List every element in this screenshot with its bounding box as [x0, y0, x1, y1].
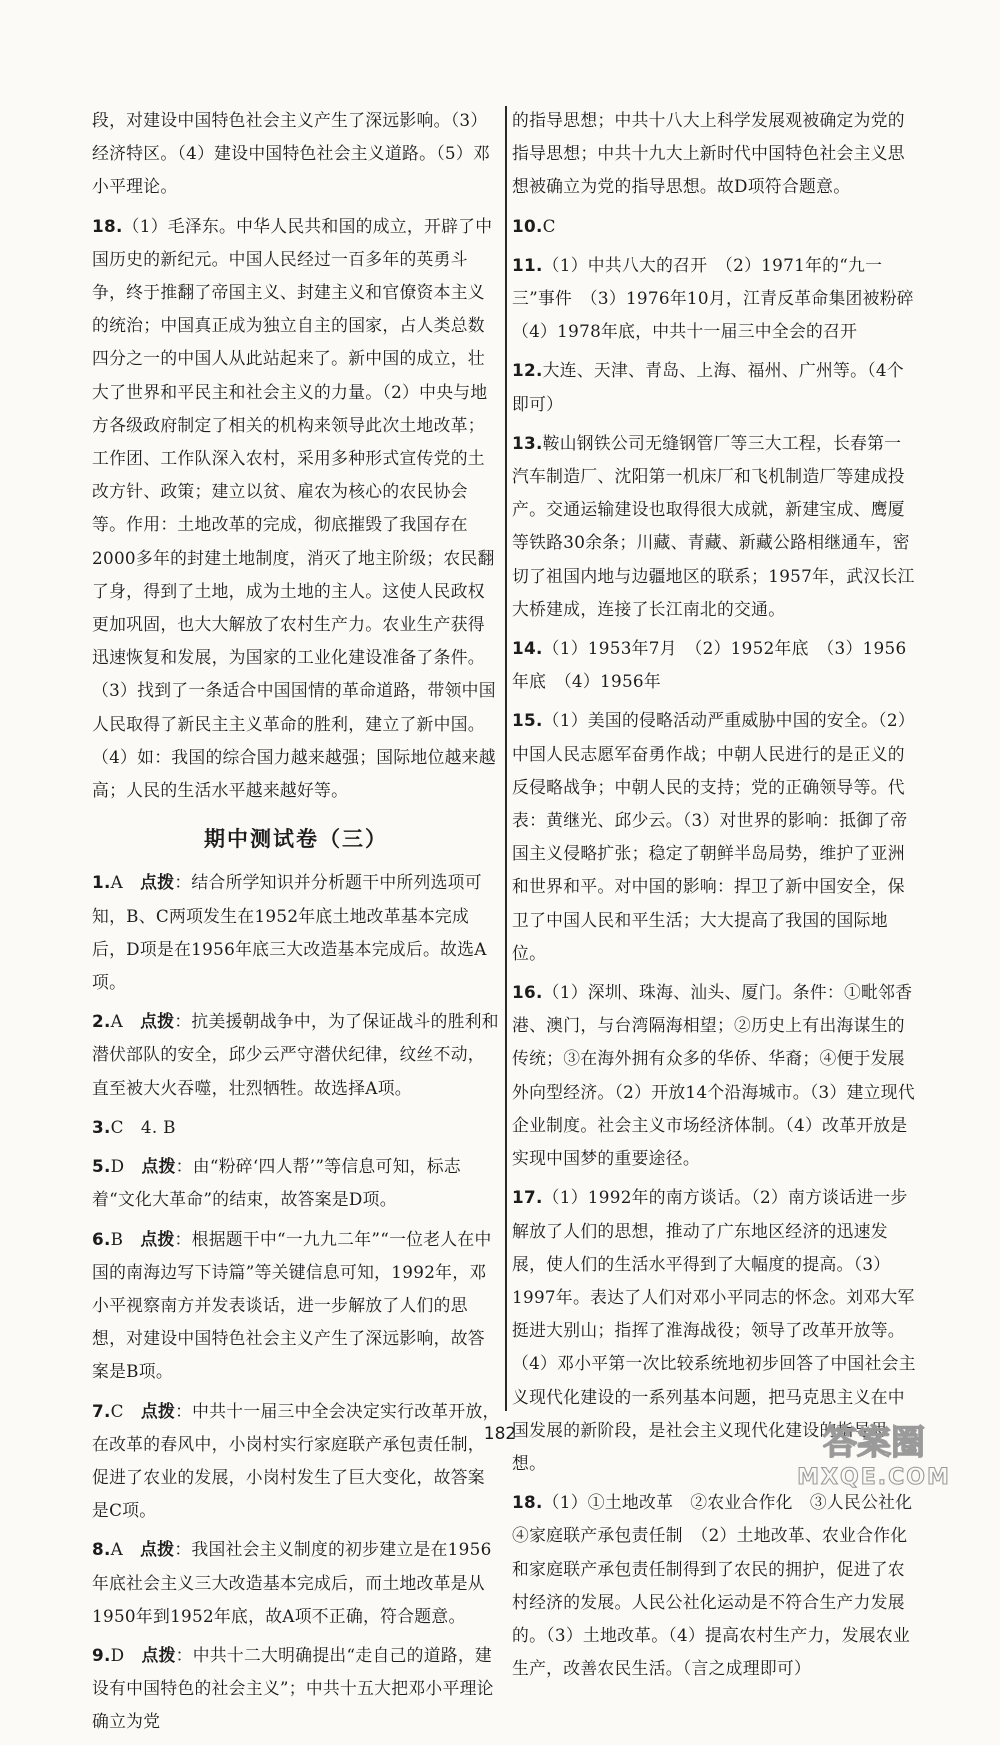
item-number: 12. [512, 360, 543, 381]
left-column [92, 104, 500, 1745]
item-number: 18. [512, 1492, 543, 1513]
watermark-line1: 答案圈 [823, 1423, 925, 1463]
answer-item-18 [512, 1486, 930, 1685]
item-number: 13. [512, 432, 543, 453]
answer-choice: A [110, 1539, 141, 1560]
answer-item-1 [92, 866, 500, 999]
item-number: 2. [92, 1011, 111, 1032]
answer-item-7 [92, 1395, 500, 1528]
tip-text: ：中共十一届三中全会决定实行改革开放，在改革的春风中，小岗村实行家庭联产承包责任制，促进了农业的发展，小岗村发生了巨大变化，故答案是C项。 [92, 1400, 500, 1521]
answer-text: （1）中共八大的召开 （2）1971年的“九一三”事件 （3）1976年10月，江青反革命集团被粉碎 （4）1978年底，中共十一届三中全会的召开 [512, 254, 931, 342]
answer-text: （1）美国的侵略活动严重威胁中国的安全。（2）中国人民志愿军奋勇作战；中朝人民进行的是正义的反侵略战争；中朝人民的支持；党的正确领导等。代表：黄继光、邱少云。（3）对世界的影响：抵御了帝国主义侵略扩张；稳定了朝鲜半岛局势，维护了亚洲和世界和平。对中国的影响：捍卫了新中国安全，保卫了中国人民和平生活；大大提高了我国的国际地位。 [512, 710, 915, 963]
tip-text: ：中共十二大明确提出“走自己的道路，建设有中国特色的社会主义”；中共十五大把邓小平理论确立为党 [92, 1644, 494, 1732]
answer-text: （1）1953年7月 （2）1952年底 （3）1956年底 （4）1956年 [512, 638, 907, 692]
answer-text: （1）1992年的南方谈话。（2）南方谈话进一步解放了人们的思想，推动了广东地区经济的迅速发展，使人们的生活水平得到了大幅度的提高。（3）1997年。表达了人们对邓小平同志的怀念。刘邓大军挺进大别山；指挥了淮海战役；领导了改革开放等。（4）邓小平第一次比较系统地初步回答了中国社会主义现代化建设的一系列基本问题，把马克思主义在中国发展的新阶段，是社会主义现代化建设的指导思想。 [512, 1187, 916, 1473]
tip-label: 点拨 [141, 1156, 176, 1177]
answer-item-14 [512, 632, 916, 698]
answer-item-2 [92, 1005, 500, 1105]
answer-item-10 [512, 210, 916, 243]
answer-choice: C [110, 1400, 141, 1421]
answer-choice: D [110, 1156, 142, 1177]
answer-text: 鞍山钢铁公司无缝钢管厂等三大工程，长春第一汽车制造厂、沈阳第一机床厂和飞机制造厂等建成投产。交通运输建设也取得很大成就，新建宝成、鹰厦等铁路30余条；川藏、青藏、新藏公路相继通车，密切了祖国内地与边疆地区的联系；1957年，武汉长江大桥建成，连接了长江南北的交通。 [512, 432, 915, 619]
watermark-line2: MXQE.COM [797, 1465, 951, 1490]
answer-text: 大连、天津、青岛、上海、福州、广州等。（4个即可） [512, 360, 904, 414]
answer-item-9 [92, 1639, 500, 1739]
answer-item-6 [92, 1223, 500, 1389]
item-number: 3. [92, 1116, 111, 1137]
tip-text: ：抗美援朝战争中，为了保证战斗的胜利和潜伏部队的安全，邱少云严守潜伏纪律，纹丝不动，直至被大火吞噬，壮烈牺牲。故选择A项。 [92, 1011, 499, 1098]
tip-label: 点拨 [140, 1400, 176, 1421]
item-number: 18. [92, 215, 123, 236]
item-number: 11. [512, 254, 543, 275]
answer-continuation [92, 104, 500, 204]
answer-text: C [542, 215, 556, 236]
answer-choice: B [110, 1228, 141, 1249]
answer-text: 段，对建设中国特色社会主义产生了深远影响。（3）经济特区。（4）建设中国特色社会主义道路。（5）邓小平理论。 [92, 110, 491, 197]
answer-choice: C 4. B [110, 1116, 176, 1137]
tip-text: ：我国社会主义制度的初步建立是在1956年底社会主义三大改造基本完成后，而土地改革是从1950年到1952年底，故A项不正确，符合题意。 [92, 1539, 492, 1626]
answer-item-13 [512, 427, 916, 626]
answer-item-12 [512, 354, 916, 420]
answer-continuation [512, 104, 916, 204]
answer-text: （1）深圳、珠海、汕头、厦门。条件：①毗邻香港、澳门，与台湾隔海相望；②历史上有出海谋生的传统；③在海外拥有众多的华侨、华裔；④便于发展外向型经济。（2）开放14个沿海城市。（3）建立现代企业制度。社会主义市场经济体制。（4）改革开放是实现中国梦的重要途径。 [512, 982, 915, 1169]
answer-item-18 [92, 210, 500, 808]
item-number: 14. [512, 638, 543, 659]
item-number: 16. [512, 982, 543, 1003]
answer-item-5 [92, 1150, 500, 1216]
tip-label: 点拨 [140, 872, 175, 893]
answer-item-3-4 [92, 1111, 500, 1144]
answer-choice: A [110, 1011, 141, 1032]
tip-label: 点拨 [140, 1228, 175, 1249]
column-divider [505, 106, 507, 1411]
watermark-logo [764, 1418, 984, 1492]
answer-item-16 [512, 976, 916, 1175]
item-number: 17. [512, 1187, 543, 1208]
answer-item-11 [512, 249, 931, 349]
section-title: 期中测试卷（三） [204, 827, 388, 852]
item-number: 6. [92, 1228, 111, 1249]
answer-item-8 [92, 1533, 500, 1633]
answer-choice: D [110, 1644, 142, 1665]
tip-label: 点拨 [140, 1011, 175, 1032]
answer-text: （1）毛泽东。中华人民共和国的成立，开辟了中国历史的新纪元。中国人民经过一百多年的英勇斗争，终于推翻了帝国主义、封建主义和官僚资本主义的统治；中国真正成为独立自主的国家，占人类总数四分之一的中国人从此站起来了。新中国的成立，壮大了世界和平民主和社会主义的力量。（2）中央与地方各级政府制定了相关的机构来领导此次土地改革；工作团、工作队深入农村，采用多种形式宣传党的土改方针、政策；建立以贫、雇农为核心的农民协会等。作用：土地改革的完成，彻底摧毁了我国存在2000多年的封建土地制度，消灭了地主阶级；农民翻了身，得到了土地，成为土地的主人。这使人民政权更加巩固，也大大解放了农村生产力。农业生产获得迅速恢复和发展，为国家的工业化建设准备了条件。（3）找到了一条适合中国国情的革命道路，带领中国人民取得了新民主主义革命的胜利，建立了新中国。（4）如：我国的综合国力越来越强；国际地位越来越高；人民的生活水平越来越好等。 [92, 215, 496, 801]
item-number: 5. [92, 1156, 111, 1177]
item-number: 9. [92, 1644, 111, 1665]
item-number: 1. [92, 872, 111, 893]
tip-text: ：结合所学知识并分析题干中所列选项可知，B、C两项发生在1952年底土地改革基本完成后，D项是在1956年底三大改造基本完成后。故选A项。 [92, 872, 487, 993]
answer-text: 的指导思想；中共十八大上科学发展观被确定为党的指导思想；中共十九大上新时代中国特色社会主义思想被确立为党的指导思想。故D项符合题意。 [512, 110, 905, 197]
answer-item-15 [512, 704, 916, 970]
item-number: 7. [92, 1400, 111, 1421]
tip-text: ：根据题干中“一九九二年”“一位老人在中国的南海边写下诗篇”等关键信息可知，1992年，邓小平视察南方并发表谈话，进一步解放了人们的思想，对建设中国特色社会主义产生了深远影响，故答案是B项。 [92, 1228, 492, 1382]
answer-text: （1）①土地改革 ②农业合作化 ③人民公社化 ④家庭联产承包责任制 （2）土地改革、农业合作化和家庭联产承包责任制得到了农民的拥护，促进了农村经济的发展。人民公社化运动是不符合生产力发展的。（3）土地改革。（4）提高农村生产力，发展农业生产，改善农民生活。（言之成理即可） [512, 1492, 930, 1679]
item-number: 15. [512, 710, 543, 731]
item-number: 8. [92, 1539, 111, 1560]
item-number: 10. [512, 215, 543, 236]
tip-label: 点拨 [140, 1539, 175, 1560]
page-number: 182 [483, 1424, 517, 1444]
tip-text: ：由“粉碎‘四人帮’”等信息可知，标志着“文化大革命”的结束，故答案是D项。 [92, 1156, 461, 1210]
answer-choice: A [110, 872, 141, 893]
tip-label: 点拨 [141, 1644, 176, 1665]
